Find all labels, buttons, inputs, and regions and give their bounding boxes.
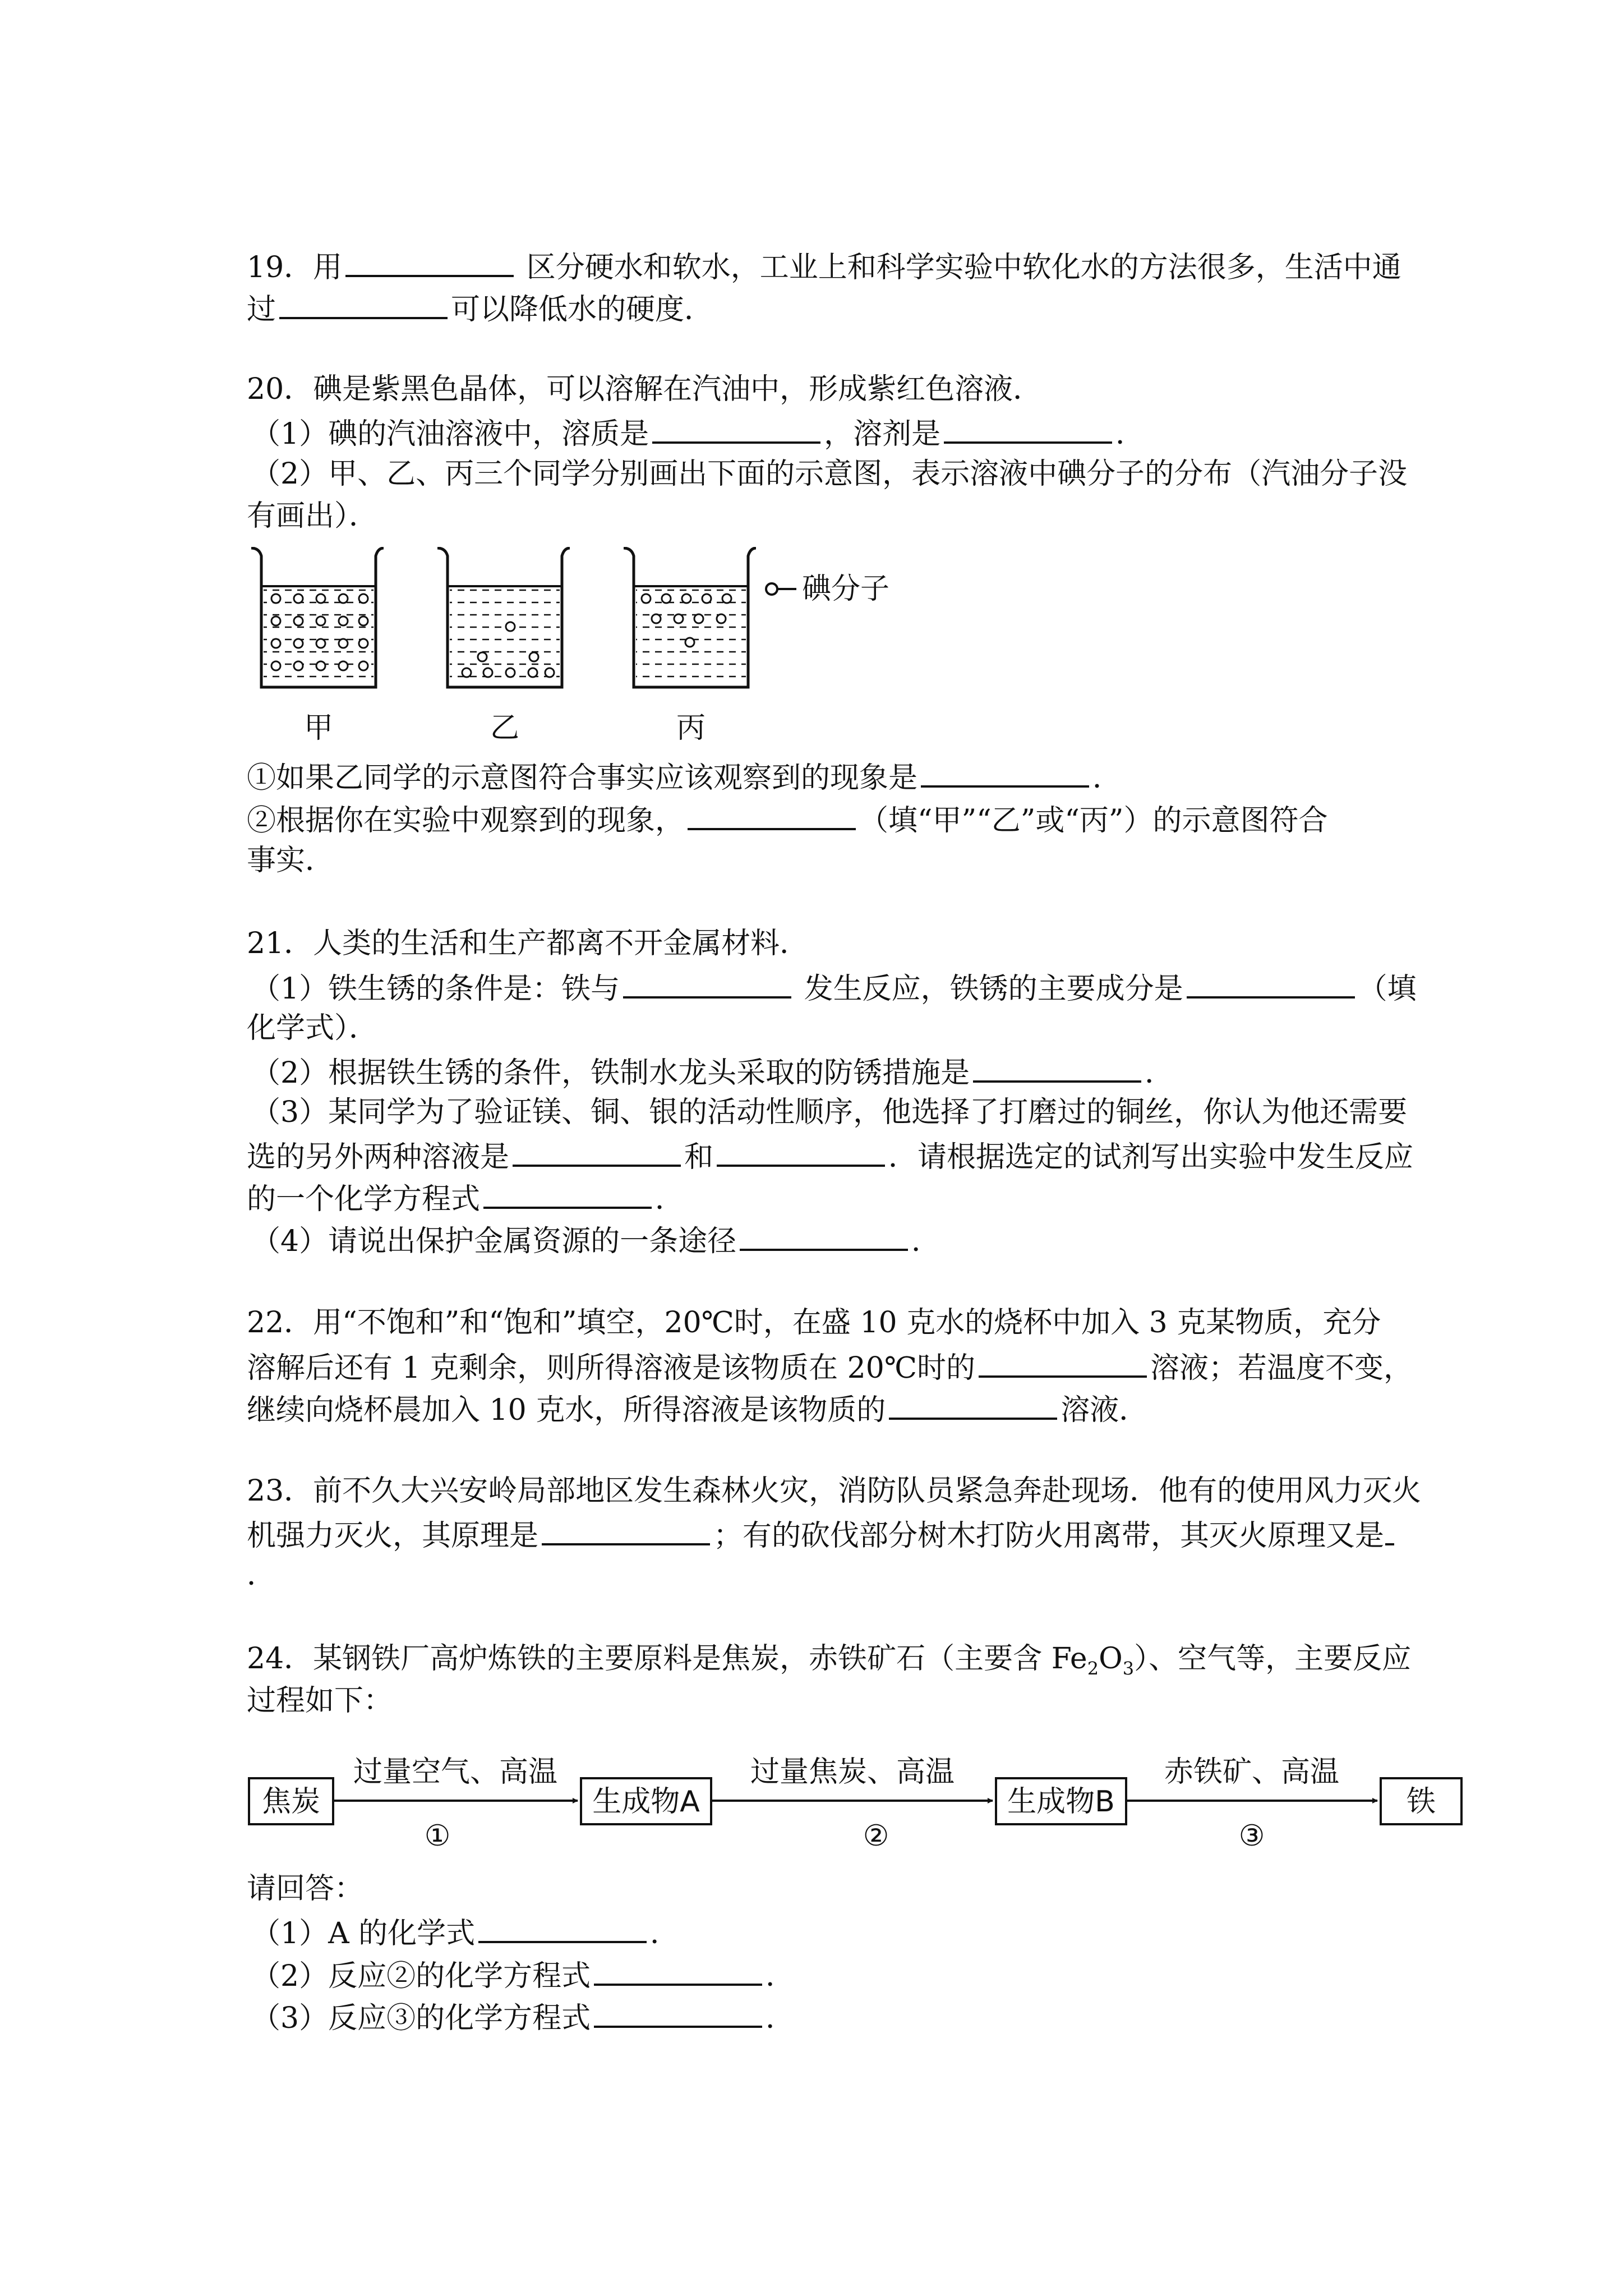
answer-blank[interactable] [483,1179,652,1209]
answer-blank[interactable] [345,247,514,277]
answer-blank[interactable] [717,1137,885,1167]
q24-text: ）、空气等，主要反应 [1134,1642,1412,1676]
q24-part-1 [251,1913,679,1952]
q21-text: （4）请说出保护金属资源的一条途径 [251,1225,737,1258]
q21-part-3-cont [247,1137,1413,1175]
answer-blank[interactable] [944,413,1112,444]
beaker-jia [251,548,384,687]
molecule-icon [766,583,777,595]
flow-condition: 过量焦炭、高温 [750,1755,955,1789]
q23-line-1: 23．前不久大兴安岭局部地区发生森林火灾，消防队员紧急奔赴现场．他有的使用风力灭火 [247,1474,1422,1508]
q22-line-2 [247,1347,1413,1386]
q22-text: 溶液；若温度不变， [1150,1351,1413,1385]
q24-line-1 [247,1641,1411,1686]
q21-part-4 [251,1221,940,1259]
q21-text: 发生反应，铁锈的主要成分是 [795,972,1183,1006]
q21-text: ．请根据选定的试剂写出实验中发生反应 [888,1140,1414,1174]
flow-condition: 赤铁矿、高温 [1164,1755,1340,1789]
answer-blank[interactable] [1187,968,1355,999]
answer-blank[interactable] [513,1137,681,1167]
q24-part-2 [251,1955,795,1994]
subscript: 2 [1087,1658,1099,1680]
q21-text: 选的另外两种溶液是 [247,1140,510,1174]
q21-part-3: （3）某同学为了验证镁、铜、银的活动性顺序，他选择了打磨过的铜丝，你认为他还需要 [251,1096,1408,1129]
q23-text: ；有的砍伐部分树木打防火用离带，其灭火原理又是 [713,1519,1385,1553]
q24-text: （1）A 的化学式 [251,1917,476,1950]
answer-blank[interactable] [478,1913,647,1943]
q21-text: （填 [1358,972,1417,1006]
q21-text: 和 [684,1140,714,1174]
answer-blank[interactable] [688,800,856,830]
q21-part-1-cont: 化学式）． [247,1011,379,1045]
q23-line-2 [247,1515,1395,1554]
q20-part-1 [251,413,1145,452]
answer-blank[interactable] [889,1389,1057,1420]
q20-text: ． [1092,761,1122,795]
flow-condition: 过量空气、高温 [353,1755,558,1789]
q24-text: （3）反应③的化学方程式 [251,2001,591,2035]
q20-text: ，溶剂是 [824,417,941,451]
answer-blank[interactable] [594,1998,762,2028]
q22-text: 溶液． [1061,1393,1149,1427]
q20-stem: 20．碘是紫黑色晶体，可以溶解在汽油中，形成紫红色溶液． [247,372,1043,406]
q21-text: ． [911,1225,941,1258]
beaker-bing [624,548,756,687]
q21-part-3-cont2 [247,1179,684,1217]
answer-blank[interactable] [652,413,820,444]
q19-text: 可以降低水的硬度． [451,293,714,326]
q19-line-1 [247,247,1401,286]
q20-sub-1 [247,757,1122,796]
q19-text: 区分硬水和软水，工业上和科学实验中软化水的方法很多，生活中通 [517,251,1401,284]
q24-text: ． [766,1959,795,1993]
beaker-yi [437,548,570,687]
q21-text: ． [1145,1056,1174,1090]
answer-blank[interactable] [973,1052,1141,1083]
q23-line-3: ． [247,1558,276,1592]
flow-box-label: 生成物B [1007,1785,1115,1819]
flow-box-label: 铁 [1406,1785,1436,1819]
flow-diagram [247,1733,1469,1862]
beaker-label-yi: 乙 [490,711,520,745]
q21-part-1 [251,968,1417,1007]
q19-text: 过 [247,293,276,326]
q24-line-2: 过程如下： [247,1684,393,1718]
q22-text: 溶解后还有 1 克剩余，则所得溶液是该物质在 20℃时的 [247,1351,976,1385]
q19-line-2 [247,289,713,328]
flow-box-label: 焦炭 [261,1785,321,1819]
q20-sub-2 [247,800,1328,839]
beaker-figure [247,547,953,749]
q24-text: ． [766,2001,795,2035]
answer-blank[interactable] [979,1347,1147,1378]
answer-blank[interactable] [542,1515,710,1545]
legend-label: 碘分子 [802,572,890,606]
q20-text: （填“甲”“乙”或“丙”）的示意图符合 [859,804,1328,838]
q23-text: 机强力灭火，其原理是 [247,1519,539,1553]
q22-text: 继续向烧杯晨加入 10 克水，所得溶液是该物质的 [247,1393,886,1427]
q22-line-1: 22．用“不饱和”和“饱和”填空，20℃时，在盛 10 克水的烧杯中加入 3 克某物质，充分 [247,1306,1381,1340]
q20-text: ①如果乙同学的示意图符合事实应该观察到的现象是 [247,761,918,795]
q19-text: 19．用 [247,251,343,284]
q24-part-3 [251,1998,795,2036]
q20-part-2-cont: 有画出）． [247,499,379,533]
q21-text: （2）根据铁生锈的条件，铁制水龙头采取的防锈措施是 [251,1056,970,1090]
beaker-label-jia: 甲 [303,711,334,745]
q24-text: ． [650,1917,680,1950]
q20-text: ②根据你在实验中观察到的现象， [247,804,685,838]
q20-text: （1）碘的汽油溶液中，溶质是 [251,417,649,451]
subscript: 3 [1122,1658,1135,1680]
q21-part-2 [251,1052,1174,1091]
flow-step-label: ② [863,1819,889,1853]
q20-text: ． [1115,417,1145,451]
flow-step-label: ① [424,1819,451,1853]
q21-text: ． [655,1182,685,1216]
answer-blank[interactable] [594,1955,762,1986]
flow-box-label: 生成物A [592,1785,700,1819]
answer-blank[interactable] [1385,1515,1394,1545]
answer-blank[interactable] [921,757,1089,788]
beaker-label-bing: 丙 [676,711,706,745]
answer-blank[interactable] [623,968,791,999]
q20-part-2: （2）甲、乙、丙三个同学分别画出下面的示意图，表示溶液中碘分子的分布（汽油分子没 [251,457,1408,491]
q22-line-3 [247,1389,1148,1428]
q21-stem: 21．人类的生活和生产都离不开金属材料． [247,927,809,960]
q21-text: （1）铁生锈的条件是：铁与 [251,972,620,1006]
q21-text: 的一个化学方程式 [247,1182,481,1216]
q24-ask: 请回答： [247,1872,364,1906]
q24-text: O [1099,1642,1123,1676]
flow-step-label: ③ [1238,1819,1265,1853]
q20-sub-2-cont: 事实． [247,844,335,877]
answer-blank[interactable] [279,289,448,319]
molecule-legend [766,572,889,606]
q24-text: 24．某钢铁厂高炉炼铁的主要原料是焦炭，赤铁矿石（主要含 Fe [247,1642,1087,1676]
answer-blank[interactable] [740,1221,908,1251]
q24-text: （2）反应②的化学方程式 [251,1959,591,1993]
